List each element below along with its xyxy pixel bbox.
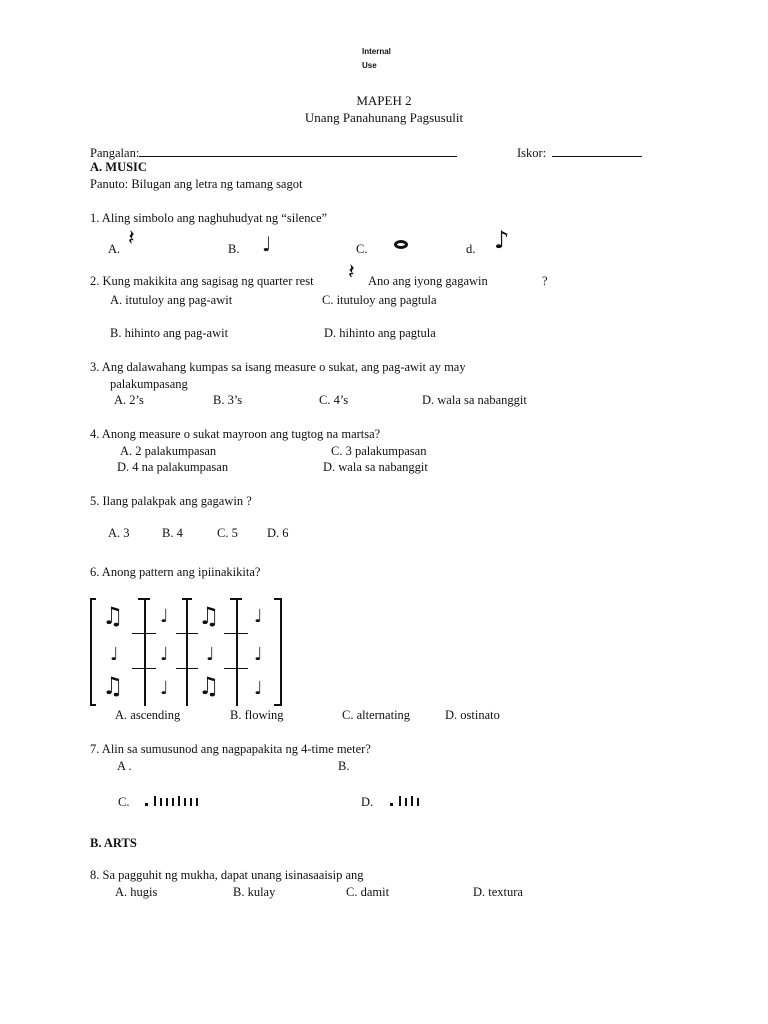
quarter-note-icon: ♩: [254, 644, 263, 665]
question-3-continued: palakumpasang: [110, 377, 188, 391]
beamed-eighth-notes-icon: ♫: [102, 672, 124, 700]
q7-option-b: B.: [338, 759, 350, 773]
quarter-note-icon: ♩: [254, 678, 263, 699]
q2-option-c: C. itutuloy ang pagtula: [322, 293, 437, 307]
name-label: Pangalan:: [90, 146, 140, 160]
question-8: 8. Sa pagguhit ng mukha, dapat unang isinasaaisip ang: [90, 868, 364, 882]
beamed-eighth-notes-icon: ♫: [198, 672, 220, 700]
q8-option-b: B. kulay: [233, 885, 276, 899]
q1-option-a: A.: [108, 242, 121, 256]
q7-option-a: A .: [117, 759, 132, 773]
question-4: 4. Anong measure o sukat mayroon ang tugtog na martsa?: [90, 427, 381, 441]
whole-note-icon: [394, 240, 408, 249]
quarter-note-icon: ♩: [160, 606, 169, 627]
question-2-mark: ?: [542, 274, 548, 288]
q2-option-b: B. hihinto ang pag-awit: [110, 326, 229, 340]
q6-option-c: C. alternating: [342, 708, 411, 722]
section-b-title: B. ARTS: [90, 836, 137, 850]
quarter-note-icon: ♩: [110, 644, 119, 665]
q3-option-b: B. 3’s: [213, 393, 243, 407]
q3-option-c: C. 4’s: [319, 393, 349, 407]
q5-option-d: D. 6: [267, 526, 289, 540]
question-2: 2. Kung makikita ang sagisag ng quarter rest: [90, 274, 314, 288]
q7-option-d: D.: [361, 795, 374, 809]
name-field: [90, 145, 457, 160]
q1-option-d: d.: [466, 242, 476, 256]
directions: Panuto: Bilugan ang letra ng tamang sagot: [90, 177, 303, 191]
q5-option-b: B. 4: [162, 526, 183, 540]
q4-option-d1: D. 4 na palakumpasan: [117, 460, 229, 474]
q6-option-b: B. flowing: [230, 708, 284, 722]
classification-label: Internal: [362, 47, 391, 56]
q4-option-a: A. 2 palakumpasan: [120, 444, 217, 458]
quarter-rest-icon: 𝄽: [128, 226, 135, 251]
quarter-rest-icon: 𝄽: [348, 260, 355, 285]
quarter-note-icon: ♩: [262, 232, 272, 256]
score-line: [552, 145, 642, 157]
question-1: 1. Aling simbolo ang naghuhudyat ng “silence”: [90, 211, 328, 225]
quarter-note-icon: ♩: [160, 644, 169, 665]
question-7: 7. Alin sa sumusunod ang nagpapakita ng 4-time meter?: [90, 742, 371, 756]
q7-d-stick-notation: [390, 796, 421, 809]
quarter-note-icon: ♩: [206, 644, 215, 665]
q5-option-a: A. 3: [108, 526, 130, 540]
q8-option-d: D. textura: [473, 885, 523, 899]
question-3: 3. Ang dalawahang kumpas sa isang measure o sukat, ang pag-awit ay may: [90, 360, 466, 374]
q7-option-c: C.: [118, 795, 130, 809]
score-field: [517, 145, 642, 160]
question-2-continued: Ano ang iyong gagawin: [368, 274, 488, 288]
question-6: 6. Anong pattern ang ipiinakikita?: [90, 565, 261, 579]
q6-option-a: A. ascending: [115, 708, 181, 722]
q4-option-c: C. 3 palakumpasan: [331, 444, 427, 458]
score-label: Iskor:: [517, 146, 547, 160]
q6-option-d: D. ostinato: [445, 708, 500, 722]
q2-option-a: A. itutuloy ang pag-awit: [110, 293, 233, 307]
q8-option-c: C. damit: [346, 885, 390, 899]
eighth-note-icon: ♪: [494, 226, 510, 254]
q5-option-c: C. 5: [217, 526, 238, 540]
q3-option-a: A. 2’s: [114, 393, 144, 407]
q1-option-b: B.: [228, 242, 240, 256]
q3-option-d: D. wala sa nabanggit: [422, 393, 527, 407]
q2-option-d: D. hihinto ang pagtula: [324, 326, 436, 340]
q7-c-stick-notation: [145, 796, 200, 809]
quarter-note-icon: ♩: [254, 606, 263, 627]
exam-subject: MAPEH 2: [356, 93, 412, 108]
exam-title: Unang Panahunang Pagsusulit: [304, 110, 464, 125]
quarter-note-icon: ♩: [160, 678, 169, 699]
q1-option-c: C.: [356, 242, 368, 256]
section-a-title: A. MUSIC: [90, 160, 147, 174]
beamed-eighth-notes-icon: ♫: [102, 602, 124, 630]
name-line: [139, 145, 457, 157]
classification-label-2: Use: [362, 61, 377, 70]
q8-option-a: A. hugis: [115, 885, 158, 899]
rhythm-pattern-grid: [90, 598, 282, 706]
question-5: 5. Ilang palakpak ang gagawin ?: [90, 494, 252, 508]
beamed-eighth-notes-icon: ♫: [198, 602, 220, 630]
q4-option-d2: D. wala sa nabanggit: [323, 460, 428, 474]
